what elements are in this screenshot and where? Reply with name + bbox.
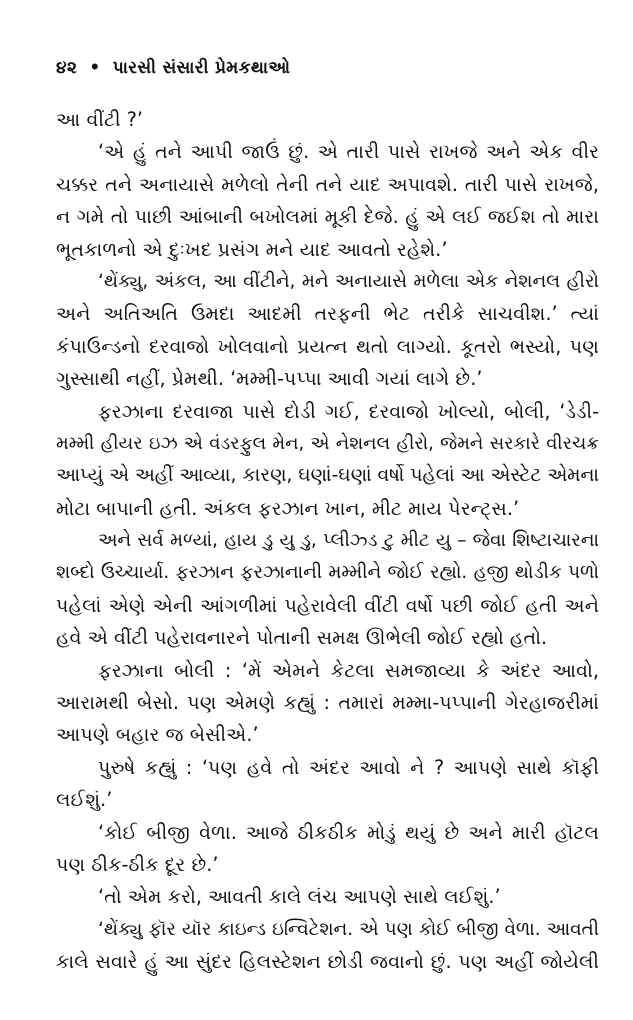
text-line: ચક્કર તને અનાયાસે મળેલો તેની તને યાદ અપાવશે. તારી પાસે રાખજે,	[56, 172, 599, 196]
text-line: ફરઝાના દરવાજા પાસે દોડી ગઈ, દરવાજો ખોલ્યો, બોલી, ‘ડેડી-	[98, 399, 599, 423]
page-number: ૪૨	[56, 58, 78, 78]
text-line: ન ગમે તો પાછી આંબાની બખોલમાં મૂકી દેજે. હું એ લઈ જઈશ તો મારા	[56, 205, 599, 229]
book-title: પારસી સંસારી પ્રેમકથાઓ	[112, 58, 291, 78]
text-line: આપણે બહાર જ બેસીએ.’	[56, 723, 259, 747]
text-line: કાલે સવારે હું આ સુંદર હિલસ્ટેશન છોડી જવાનો છું. પણ અહીં જોયેલી	[56, 950, 599, 974]
text-line: પહેલાં એણે એની આંગળીમાં પહેરાવેલી વીંટી વર્ષો પછી જોઈ હતી અને	[56, 593, 599, 617]
text-line: અને અતિઅતિ ઉમદા આદમી તરફની ભેટ તરીકે સાચવીશ.’ ત્યાં	[56, 302, 599, 326]
body-text	[56, 104, 599, 979]
text-line: ફરઝાના બોલી : ‘મેં એમને કેટલા સમજાવ્યા કે અંદર આવો,	[98, 658, 599, 682]
text-line: લઈશું.’	[56, 788, 113, 812]
text-line: શબ્દો ઉચ્ચાર્યા. ફરઝાન ફરઝાનાની મમ્મીને જોઈ રહ્યો. હજી થોડીક પળો	[56, 562, 599, 584]
text-line: ગુસ્સાથી નહીં, પ્રેમથી. ‘મમ્મી-પપ્પા આવી ગયાં લાગે છે.’	[56, 367, 483, 391]
text-line: અને સર્વ મળ્યાં, હાય ડુ યુ ડુ, પ્લીઝ્ડ ટુ મીટ યુ – જેવા શિષ્ટાચારના	[98, 530, 599, 552]
text-line: આ વીંટી ?’	[56, 108, 143, 131]
text-line: ‘કોઈ બીજી વેળા. આજે ઠીકઠીક મોડું થયું છે અને મારી હૉટલ	[98, 820, 599, 844]
text-line: મોટા બાપાની હતી. અંકલ ફરઝાન ખાન, મીટ માય પેરન્ટ્સ.’	[56, 496, 520, 520]
text-line: પણ ઠીક-ઠીક દૂર છે.’	[56, 852, 219, 876]
text-line: હવે એ વીંટી પહેરાવનારને પોતાની સમક્ષ ઊભેલી જોઈ રહ્યો હતો.	[56, 626, 548, 650]
text-line: ‘તો એમ કરો, આવતી કાલે લંચ આપણે સાથે લઈશું.’	[98, 885, 501, 909]
text-line: ‘એ હું તને આપી જાઉં છું. એ તારી પાસે રાખજે અને એક વીર	[98, 140, 599, 164]
text-line: આરામથી બેસો. પણ એમણે કહ્યું : તમારાં મમ્મા-પપ્પાની ગેરહાજરીમાં	[56, 691, 599, 715]
text-line: પુરુષે કહ્યું : ‘પણ હવે તો અંદર આવો ને ? આપણે સાથે કૉફી	[98, 755, 599, 779]
text-line: મમ્મી હીયર ઇઝ એ વંડરફુલ મેન, એ નેશનલ હીરો, જેમને સરકારે વીરચક્ર	[56, 432, 599, 454]
text-line: ‘થેંક્યુ, અંકલ, આ વીંટીને, મને અનાયાસે મળેલા એક નેશનલ હીરો	[98, 270, 599, 292]
text-line: કંપાઉન્ડનો દરવાજો ખોલવાનો પ્રયત્ન થતો લાગ્યો. કૂતરો ભસ્યો, પણ	[56, 334, 599, 358]
text-line: આપ્યું એ અહીં આવ્યા, કારણ, ઘણાં-ઘણાં વર્ષો પહેલાં આ એસ્ટેટ એમના	[56, 465, 599, 487]
text-line: ભૂતકાળનો એ દુઃખદ પ્રસંગ મને યાદ આવતો રહેશે.’	[56, 237, 448, 261]
text-line: ‘થેંક્યુ ફૉર યૉર કાઇન્ડ ઇન્વિટેશન. એ પણ કોઈ બીજી વેળા. આવતી	[98, 918, 599, 940]
header-bullet: •	[89, 58, 101, 78]
running-header	[56, 58, 599, 78]
